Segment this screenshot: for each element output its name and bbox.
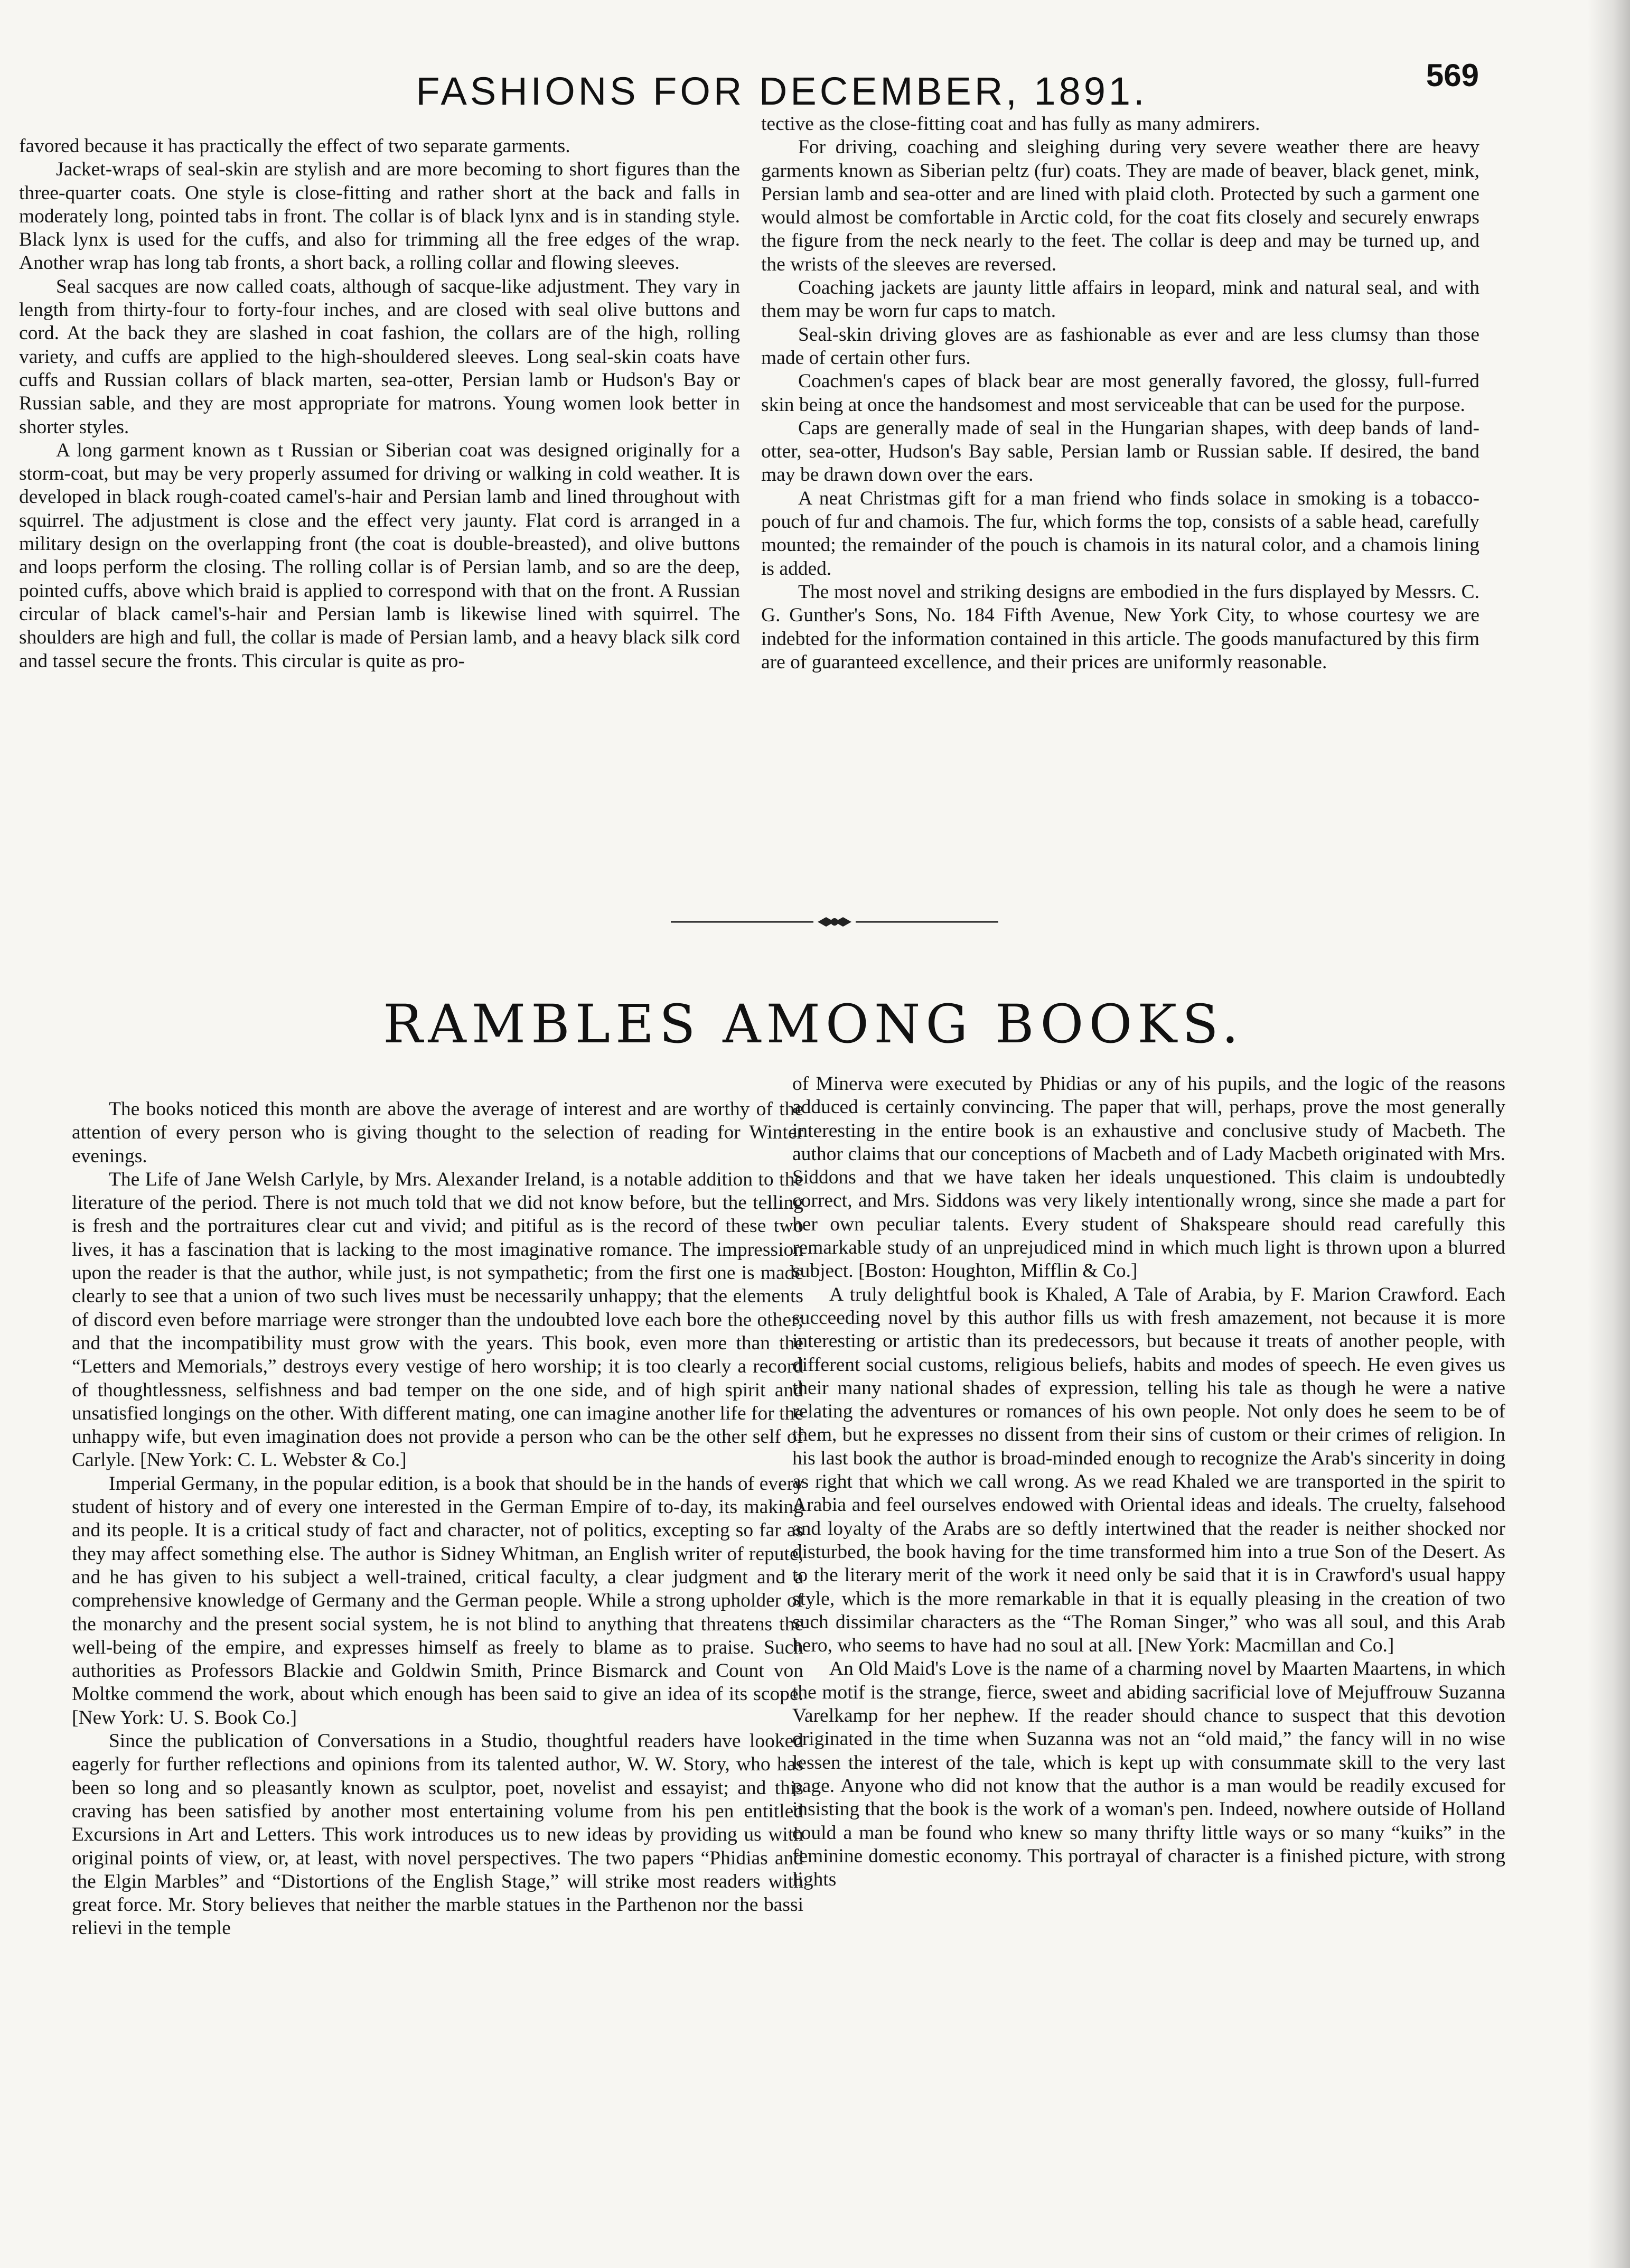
- paragraph: An Old Maid's Love is the name of a charming novel by Maarten Maartens, in which the motif is the strange, fierce, sweet and abiding sacrificial love of Mejuffrouw Suzanna Varelkamp for her nephew. If the reader should chance to suspect that this devotion originated in the time when Suzanna was not an “old maid,” the fancy will in no wise lessen the interest of the tale, which is kept up with consummate skill to the very last page. Anyone who did not know that the author is a man would be readily excused for insisting that the book is the work of a woman's pen. Indeed, nowhere outside of Holland could a man be found who knew so many thrifty little ways or so many “kuiks” in the feminine domestic economy. This portrayal of character is a finished picture, with strong lights: [792, 1658, 1505, 1891]
- paragraph: Seal-skin driving gloves are as fashionable as ever and are less clumsy than those made of certain other furs.: [761, 323, 1479, 369]
- paragraph: A long garment known as t Russian or Siberian coat was designed originally for a storm-coat, but may be very properly assumed for driving or walking in cold weather. It is developed in black rough-coated camel's-hair and Persian lamb and lined throughout with squirrel. The adjustment is close and the effect very jaunty. Flat cord is arranged in a military design on the overlapping front (the coat is double-breasted), and olive buttons and loops perform the closing. The rolling collar is of Persian lamb, and so are the deep, pointed cuffs, above which braid is applied to correspond with that on the front. A Russian circular of black camel's-hair and Persian lamb is likewise lined with squirrel. The shoulders are high and full, the collar is made of Persian lamb, and a heavy black silk cord and tassel secure the fronts. This circular is quite as pro-: [19, 439, 740, 672]
- paragraph: A neat Christmas gift for a man friend who finds solace in smoking is a tobacco-pouch of fur and chamois. The fur, which forms the top, consists of a sable head, carefully mounted; the remainder of the pouch is chamois in its natural color, and a chamois lining is added.: [761, 487, 1479, 580]
- fashions-column-right: [761, 113, 1479, 674]
- running-head: FASHIONS FOR DECEMBER, 1891.: [416, 69, 1148, 113]
- paragraph: Imperial Germany, in the popular edition, is a book that should be in the hands of every student of history and of every one interested in the German Empire of to-day, its making and its people. It is a critical study of fact and character, not of politics, excepting so far as they may affect something else. The author is Sidney Whitman, an English writer of repute, and he has given to his subject a well-trained, critical faculty, a clear judgment and a comprehensive knowledge of Germany and the German people. While a strong upholder of the monarchy and the present social system, he is not blind to anything that threatens the well-being of the empire, and expresses himself as freely to blame as to praise. Such authorities as Professors Blackie and Goldwin Smith, Prince Bismarck and Count von Moltke commend the work, about which enough has been said to give an idea of its scope. [New York: U. S. Book Co.]: [72, 1472, 803, 1729]
- paragraph: of Minerva were executed by Phidias or any of his pupils, and the logic of the reasons adduced is certainly convincing. The paper that will, perhaps, prove the most generally interesting in the entire book is an exhaustive and conclusive study of Macbeth. The author claims that our conceptions of Macbeth and of Lady Macbeth originated with Mrs. Siddons and that we have taken her ideals unquestioned. This claim is undoubtedly correct, and Mrs. Siddons was very likely intentionally wrong, since she made a part for her own peculiar talents. Every student of Shakspeare should read carefully this remarkable study of an unprejudiced mind in which much light is thrown upon a blurred subject. [Boston: Houghton, Mifflin & Co.]: [792, 1073, 1505, 1282]
- paragraph: Coaching jackets are jaunty little affairs in leopard, mink and natural seal, and with them may be worn fur caps to match.: [761, 277, 1479, 322]
- paragraph: Since the publication of Conversations in a Studio, thoughtful readers have looked eagerly for further reflections and opinions from its talented author, W. W. Story, who has been so long and so pleasantly known as sculptor, poet, novelist and essayist; and this craving has been satisfied by another most entertaining volume from his pen entitled Excursions in Art and Letters. This work introduces us to new ideas by providing us with original points of view, or, at least, with novel perspectives. The two papers “Phidias and the Elgin Marbles” and “Distortions of the English Stage,” will strike most readers with great force. Mr. Story believes that neither the marble statues in the Parthenon nor the bassi relievi in the temple: [72, 1730, 803, 1939]
- paragraph: tective as the close-fitting coat and has fully as many admirers.: [761, 113, 1260, 135]
- paragraph: The books noticed this month are above the average of interest and are worthy of the attention of every person who is giving thought to the selection of reading for Winter evenings.: [72, 1098, 803, 1167]
- paragraph: A truly delightful book is Khaled, A Tale of Arabia, by F. Marion Crawford. Each succeeding novel by this author fills us with fresh amazement, not because it is more interesting or artistic than its predecessors, but because it treats of another people, with different social customs, religious beliefs, habits and modes of speech. He even gives us their many national shades of expression, telling his tale as though he were a native relating the adventures or romances of his own people. Not only does he seem to be of them, but he expresses no dissent from their sins of custom or their crimes of religion. In his last book the author is broad-minded enough to recognize the Arab's sincerity in doing as right that which we call wrong. As we read Khaled we are transported in the spirit to Arabia and feel ourselves endowed with Oriental ideas and ideals. The cruelty, falsehood and loyalty of the Arabs are so deftly intertwined that the reader is neither shocked nor disturbed, the book having for the time transformed him into a true Son of the Desert. As to the literary merit of the work it need only be said that it is in Crawford's usual happy style, which is the more remarkable in that it is equally pleasing in the creation of two such dissimilar characters as the “The Roman Singer,” who was all soul, and this Arab hero, who seems to have had no soul at all. [New York: Macmillan and Co.]: [792, 1283, 1505, 1657]
- paragraph: The Life of Jane Welsh Carlyle, by Mrs. Alexander Ireland, is a notable addition to the literature of the period. There is not much told that we did not know before, but the telling is fresh and the portraitures clear cut and vivid; and pitiful as is the record of these two lives, it has a fascination that is lacking to the most imaginative romance. The impression upon the reader is that the author, while just, is not sympathetic; from the first one is made clearly to see that a union of two such lives must be necessarily unhappy; that the elements of discord even before marriage were stronger than the undoubted love each bore the other; and that the incompatibility must grow with the years. This book, even more than the “Letters and Memorials,” destroys every vestige of hero worship; it is too clearly a record of thoughtlessness, selfishness and bad temper on the one side, and of high spirit and unsatisfied longings on the other. With different mating, one can imagine another life for the unhappy wife, but even imagination does not provide a person who can be the other self of Carlyle. [New York: C. L. Webster & Co.]: [72, 1168, 803, 1471]
- paragraph: Jacket-wraps of seal-skin are stylish and are more becoming to short figures than the three-quarter coats. One style is close-fitting and rather short at the back and falls in moderately long, pointed tabs in front. The collar is of black lynx and is in standing style. Black lynx is used for the cuffs, and also for trimming all the free edges of the wrap. Another wrap has long tab fronts, a short back, a rolling collar and flowing sleeves.: [19, 158, 740, 274]
- section-title: RAMBLES AMONG BOOKS.: [383, 993, 1244, 1055]
- books-column-right: [792, 1072, 1505, 1891]
- paragraph: The most novel and striking designs are embodied in the furs displayed by Messrs. C. G. Gunther's Sons, No. 184 Fifth Avenue, New York City, to whose courtesy we are indebted for the information contained in this article. The goods manufactured by this firm are of guaranteed excellence, and their prices are uniformly reasonable.: [761, 581, 1479, 673]
- books-column-left: [72, 1098, 803, 1940]
- fashions-column-left: [19, 135, 740, 673]
- ornament-divider: [650, 911, 1019, 932]
- page-edge-shadow: [1588, 0, 1630, 2268]
- page-number: 569: [1426, 58, 1479, 93]
- paragraph: For driving, coaching and sleighing during very severe weather there are heavy garments known as Siberian peltz (fur) coats. They are made of beaver, black genet, mink, Persian lamb and sea-otter and are lined with plaid cloth. Protected by such a garment one would almost be comfortable in Arctic cold, for the coat fits closely and securely enwraps the figure from the neck nearly to the feet. The collar is deep and may be turned up, and the wrists of the sleeves are reversed.: [761, 136, 1479, 275]
- paragraph: favored because it has practically the effect of two separate garments.: [19, 135, 570, 157]
- paragraph: Caps are generally made of seal in the Hungarian shapes, with deep bands of land-otter, sea-otter, Hudson's Bay sable, Persian lamb or Russian sable. If desired, the band may be drawn down over the ears.: [761, 417, 1479, 486]
- paragraph: Seal sacques are now called coats, although of sacque-like adjustment. They vary in length from thirty-four to forty-four inches, and are closed with seal olive buttons and cord. At the back they are slashed in coat fashion, the collars are of the high, rolling variety, and cuffs are applied to the high-shouldered sleeves. Long seal-skin coats have cuffs and Russian collars of black marten, sea-otter, Persian lamb or Hudson's Bay or Russian sable, and they are most appropriate for matrons. Young women look better in shorter styles.: [19, 275, 740, 438]
- paragraph: Coachmen's capes of black bear are most generally favored, the glossy, full-furred skin being at once the handsomest and most serviceable that can be used for the purpose.: [761, 370, 1479, 416]
